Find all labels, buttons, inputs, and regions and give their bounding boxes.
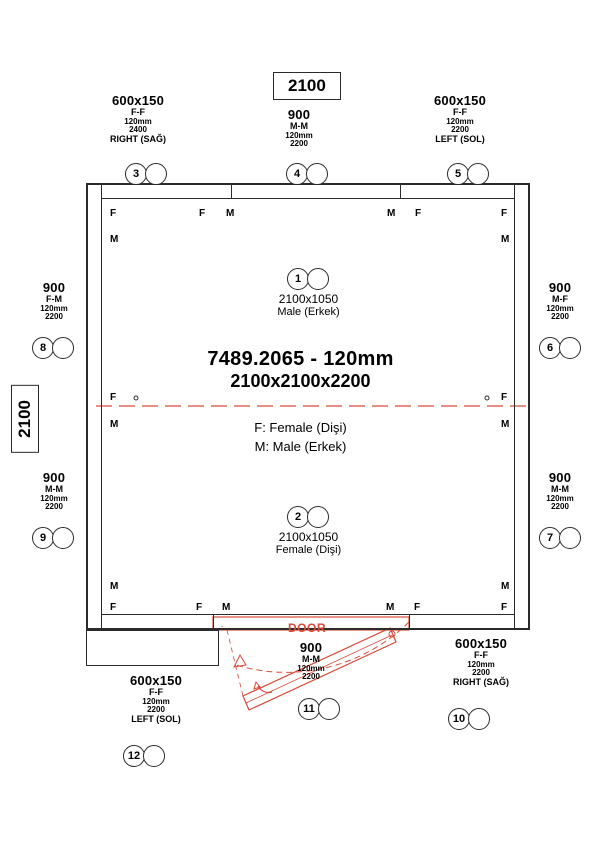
balloon-1-blank [307, 268, 329, 290]
callout-10-size: 600x150 [454, 636, 507, 651]
callout-3-joint: F-F [131, 107, 145, 118]
callout-3-size: 600x150 [111, 93, 164, 108]
callout-5-text [396, 94, 524, 145]
wall-joint-top-right [514, 183, 515, 199]
drawing-title-line1: 7489.2065 - 120mm [207, 348, 394, 370]
callout-10-thickness: 120mm [467, 659, 495, 669]
joint-letter-left-mid-m: M [110, 419, 119, 430]
balloon-2-blank [307, 506, 329, 528]
callout-8-length: 2200 [45, 312, 63, 322]
callout-12-size: 600x150 [129, 673, 182, 688]
balloon-10-number: 10 [448, 708, 470, 730]
joint-letter-bottom-left-f: F [110, 602, 117, 613]
balloon-5-blank [467, 163, 489, 185]
joint-letter-top-right2-f: F [415, 208, 422, 219]
joint-letter-top-mid-f: F [199, 208, 206, 219]
callout-8-thickness: 120mm [40, 303, 68, 313]
balloon-4[interactable] [286, 163, 328, 185]
callout-6-text [524, 281, 596, 322]
balloon-4-number: 4 [286, 163, 308, 185]
callout-10-hand: RIGHT (SAĞ) [453, 677, 509, 687]
balloon-9[interactable] [32, 527, 74, 549]
callout-5-hand: LEFT (SOL) [435, 134, 485, 144]
callout-6-joint: M-F [552, 294, 568, 305]
door-label: DOOR [288, 621, 326, 635]
balloon-9-number: 9 [32, 527, 54, 549]
joint-letter-right-mid-m: M [501, 419, 510, 430]
callout-4-length: 2200 [290, 139, 308, 149]
balloon-8-number: 8 [32, 337, 54, 359]
joint-letter-left-lower-m: M [110, 581, 119, 592]
callout-9-size: 900 [42, 470, 66, 485]
panel-2-size: 2100x1050 [278, 530, 339, 544]
joint-letter-top-mid-m: M [226, 208, 235, 219]
balloon-1-number: 1 [287, 268, 309, 290]
callout-5-thickness: 120mm [446, 116, 474, 126]
callout-5-joint: F-F [453, 107, 467, 118]
balloon-12-blank [143, 745, 165, 767]
callout-6-length: 2200 [551, 312, 569, 322]
panel-1-label [236, 292, 381, 318]
balloon-12[interactable] [123, 745, 165, 767]
balloon-7[interactable] [539, 527, 581, 549]
balloon-3-blank [145, 163, 167, 185]
callout-8-text [16, 281, 92, 322]
callout-10-text [417, 637, 545, 688]
callout-3-length: 2400 [129, 125, 147, 135]
callout-4-joint: M-M [290, 121, 308, 132]
callout-8-joint: F-M [46, 294, 62, 305]
balloon-5-number: 5 [447, 163, 469, 185]
callout-4-text [246, 108, 352, 149]
balloon-9-blank [52, 527, 74, 549]
drawing-title-line2: 2100x2100x2200 [230, 371, 371, 391]
callout-11-joint: M-M [302, 654, 320, 665]
joint-letter-bottom-mid-f: F [196, 602, 203, 613]
callout-7-joint: M-M [551, 484, 569, 495]
wall-joint-bottom-right [514, 614, 515, 630]
joint-letter-bottom-far-right-f: F [501, 602, 508, 613]
callout-10-length: 2200 [472, 668, 490, 678]
callout-7-size: 900 [548, 470, 572, 485]
callout-8-size: 900 [42, 280, 66, 295]
callout-9-joint: M-M [45, 484, 63, 495]
balloon-1[interactable] [287, 268, 329, 290]
callout-3-hand: RIGHT (SAĞ) [110, 134, 166, 144]
joint-letter-top-right-m: M [387, 208, 396, 219]
overall-dim-left: 2100 [11, 385, 39, 453]
callout-4-size: 900 [287, 107, 311, 122]
balloon-11[interactable] [298, 698, 340, 720]
balloon-10-blank [468, 708, 490, 730]
balloon-3-number: 3 [125, 163, 147, 185]
callout-4-thickness: 120mm [285, 130, 313, 140]
bottom-wall-divider-right [409, 614, 410, 630]
balloon-7-number: 7 [539, 527, 561, 549]
callout-11-size: 900 [299, 640, 323, 655]
joint-letter-left-mid-f: F [110, 392, 117, 403]
balloon-11-blank [318, 698, 340, 720]
legend [0, 419, 601, 457]
balloon-2[interactable] [287, 506, 329, 528]
callout-7-text [524, 471, 596, 512]
callout-5-size: 600x150 [433, 93, 486, 108]
callout-12-hand: LEFT (SOL) [131, 714, 181, 724]
balloon-11-number: 11 [298, 698, 320, 720]
joint-letter-left-upper-m: M [110, 234, 119, 245]
top-wall-divider-left [231, 183, 232, 199]
overall-dim-top: 2100 [273, 72, 341, 100]
panel-2-gender: Female (Dişi) [275, 544, 342, 556]
balloon-6-number: 6 [539, 337, 561, 359]
callout-9-thickness: 120mm [40, 493, 68, 503]
joint-letter-right-mid-f: F [501, 392, 508, 403]
callout-6-size: 900 [548, 280, 572, 295]
panel-2-label [236, 530, 381, 556]
callout-3-thickness: 120mm [124, 116, 152, 126]
balloon-3[interactable] [125, 163, 167, 185]
bottom-wall-divider-left [213, 614, 214, 630]
panel-1-size: 2100x1050 [278, 292, 339, 306]
callout-11-thickness: 120mm [297, 663, 325, 673]
callout-10-joint: F-F [474, 650, 488, 661]
drawing-title [0, 348, 601, 392]
callout-6-thickness: 120mm [546, 303, 574, 313]
callout-9-text [16, 471, 92, 512]
balloon-12-number: 12 [123, 745, 145, 767]
door-swing-arrow [234, 655, 246, 667]
balloon-10[interactable] [448, 708, 490, 730]
joint-letter-top-left-f: F [110, 208, 117, 219]
callout-7-length: 2200 [551, 502, 569, 512]
wall-joint-top-left [101, 183, 102, 199]
balloon-5[interactable] [447, 163, 489, 185]
callout-11-text [258, 641, 364, 682]
joint-letter-right-lower-m: M [501, 581, 510, 592]
top-wall-divider-right [400, 183, 401, 199]
callout-9-length: 2200 [45, 502, 63, 512]
legend-male: M: Male (Erkek) [254, 438, 347, 454]
joint-letter-bottom-right-m: M [386, 602, 395, 613]
balloon-4-blank [306, 163, 328, 185]
joint-letter-bottom-mid-m: M [222, 602, 231, 613]
callout-12-joint: F-F [149, 687, 163, 698]
callout-12-length: 2200 [147, 705, 165, 715]
wall-joint-bottom-left [101, 614, 102, 630]
panel-1-gender: Male (Erkek) [277, 306, 340, 318]
joint-letter-right-upper-m: M [501, 234, 510, 245]
balloon-2-number: 2 [287, 506, 309, 528]
joint-letter-top-far-right-f: F [501, 208, 508, 219]
callout-7-thickness: 120mm [546, 493, 574, 503]
legend-female: F: Female (Dişi) [254, 420, 347, 435]
callout-11-length: 2200 [302, 672, 320, 682]
callout-12-text [92, 674, 220, 725]
balloon-7-blank [559, 527, 581, 549]
callout-12-thickness: 120mm [142, 696, 170, 706]
joint-letter-bottom-right2-f: F [414, 602, 421, 613]
callout-3-text [74, 94, 202, 145]
lower-left-extension [86, 630, 219, 666]
callout-5-length: 2200 [451, 125, 469, 135]
